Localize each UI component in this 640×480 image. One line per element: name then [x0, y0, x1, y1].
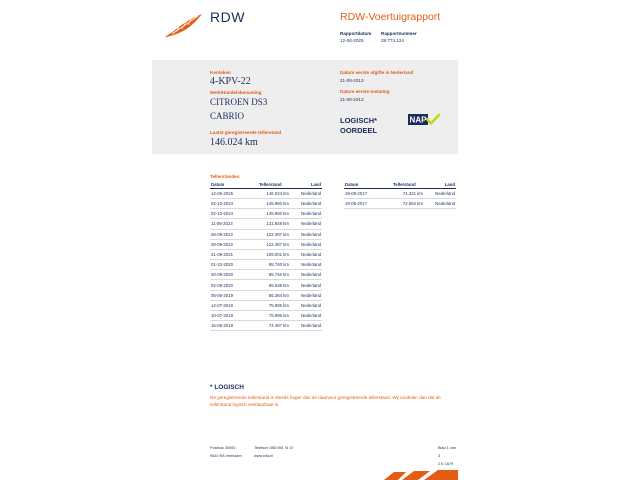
first-registration-nl-label: Datum eerste afgifte in Nederland [340, 70, 414, 75]
cell-reading: 85.384 km [258, 290, 290, 300]
odometer-value: 146.024 km [210, 137, 258, 148]
first-admission-label: Datum eerste toelating [340, 89, 390, 94]
vehicle-model: CABRIO [210, 111, 245, 121]
make-label: Merk/Handelsbenaming [210, 90, 262, 95]
footer-phone: Telefoon 088 008 74 47 [254, 446, 294, 450]
verdict-logisch [340, 116, 377, 136]
cell-reading: 146.024 km [258, 188, 290, 198]
cell-date: 01-10-2020 [210, 260, 258, 270]
note-text: De geregistreerde tellerstand is steeds hoger dan de daarvoor geregistreerde tellerstand. Wij oordelen dan dat de tellerstand logisch verklaarbaar is. [210, 395, 441, 407]
cell-date: 28-09-2022 [210, 239, 258, 249]
report-number-block [381, 31, 417, 44]
odometer-label: Laatst geregistreerde tellerstand [210, 130, 282, 135]
footer-po-box: Postbus 30000 [210, 446, 236, 450]
table-row [210, 321, 322, 331]
table-row [210, 188, 322, 198]
cell-reading: 145.960 km [258, 198, 290, 208]
rdw-feather-logo-icon [164, 10, 204, 40]
cell-reading: 74.497 km [258, 321, 290, 331]
note-heading: * LOGISCH [210, 384, 244, 391]
cell-country: Nederland [290, 280, 322, 290]
cell-date: 05-06-2019 [210, 290, 258, 300]
cell-country: Nederland [290, 290, 322, 300]
cell-country: Nederland [290, 219, 322, 229]
nap-check-icon [408, 114, 440, 126]
report-page [152, 0, 458, 480]
table-row [210, 209, 322, 219]
readings-table-left-body [210, 188, 322, 331]
cell-reading: 122.397 km [258, 229, 290, 239]
first-admission-date: 21-06-2013 [340, 97, 364, 102]
col-header-reading: Tellerstand [392, 182, 424, 188]
cell-date: 12-06-2025 [210, 188, 258, 198]
cell-date: 19-06-2017 [344, 198, 392, 208]
report-title: RDW-Voertuigrapport [340, 11, 441, 23]
table-row [344, 198, 456, 208]
cell-country: Nederland [424, 198, 456, 208]
readings-table-left [210, 182, 322, 331]
col-header-country: Land [290, 182, 322, 188]
cell-country: Nederland [290, 311, 322, 321]
table-row [210, 311, 322, 321]
table-row [210, 229, 322, 239]
cell-date: 15-06-2018 [210, 321, 258, 331]
cell-reading: 95.740 km [258, 270, 290, 280]
footer-page-number: Blad 1 van 3 [438, 446, 456, 458]
cell-reading: 95.539 km [258, 280, 290, 290]
cell-reading: 145.960 km [258, 209, 290, 219]
report-number: 28.774.124 [381, 37, 404, 43]
cell-reading: 75.896 km [258, 311, 290, 321]
cell-country: Nederland [424, 188, 456, 198]
col-header-country: Land [424, 182, 456, 188]
table-row [210, 198, 322, 208]
footer-city: 9640 RA Veendam [210, 454, 242, 458]
plate-label: Kenteken [210, 70, 231, 75]
cell-country: Nederland [290, 260, 322, 270]
cell-reading: 72.562 km [392, 198, 424, 208]
readings-section-label: Tellerstanden [210, 174, 240, 179]
report-date-label: Rapportdatum [340, 31, 372, 36]
col-header-reading: Tellerstand [258, 182, 290, 188]
license-plate: 4-KPV-22 [210, 76, 251, 87]
cell-date: 02-10-2024 [210, 198, 258, 208]
table-row [210, 290, 322, 300]
cell-country: Nederland [290, 249, 322, 259]
footer-page-info [438, 444, 458, 468]
cell-date: 10-07-2018 [210, 311, 258, 321]
table-row [210, 239, 322, 249]
cell-reading: 95.740 km [258, 260, 290, 270]
vehicle-make: CITROEN DS3 [210, 97, 268, 107]
cell-reading: 75.896 km [258, 300, 290, 310]
cell-country: Nederland [290, 229, 322, 239]
cell-reading: 109.001 km [258, 249, 290, 259]
table-row [210, 249, 322, 259]
cell-date: 02-10-2024 [210, 209, 258, 219]
cell-date: 02-09-2020 [210, 280, 258, 290]
footer-code: 2 E 1679 [438, 462, 454, 466]
cell-country: Nederland [290, 188, 322, 198]
cell-reading: 131.848 km [258, 219, 290, 229]
table-row [210, 280, 322, 290]
verdict-line-2: OORDEEL [340, 126, 378, 135]
cell-country: Nederland [290, 198, 322, 208]
nap-text: NAP [409, 115, 427, 125]
table-row [210, 260, 322, 270]
footer-address [210, 444, 242, 460]
first-registration-nl-date: 21-06-2013 [340, 78, 364, 83]
table-row [210, 300, 322, 310]
cell-reading: 74.321 km [392, 188, 424, 198]
report-date: 12-06-2025 [340, 37, 364, 43]
table-row [210, 270, 322, 280]
cell-country: Nederland [290, 300, 322, 310]
col-header-date: Datum [210, 182, 258, 188]
table-row [210, 219, 322, 229]
readings-table-right [344, 182, 456, 209]
cell-date: 14-07-2018 [210, 300, 258, 310]
table-row [344, 188, 456, 198]
decorative-swoosh-icon [384, 466, 458, 480]
footer-contact [254, 444, 294, 460]
report-date-block [340, 31, 371, 44]
cell-date: 28-09-2022 [210, 229, 258, 239]
cell-reading: 122.397 km [258, 239, 290, 249]
cell-country: Nederland [290, 270, 322, 280]
footer-website[interactable]: www.rdw.nl [254, 454, 273, 458]
brand-name: RDW [210, 9, 245, 25]
cell-country: Nederland [290, 209, 322, 219]
cell-date: 11-08-2023 [210, 219, 258, 229]
cell-date: 30-09-2020 [210, 270, 258, 280]
cell-country: Nederland [290, 239, 322, 249]
verdict-line-1: LOGISCH* [340, 116, 378, 125]
readings-table-right-body [344, 188, 456, 208]
report-number-label: Rapportnummer [381, 31, 417, 36]
cell-date: 21-09-2021 [210, 249, 258, 259]
cell-country: Nederland [290, 321, 322, 331]
cell-date: 19-08-2017 [344, 188, 392, 198]
col-header-date: Datum [344, 182, 392, 188]
